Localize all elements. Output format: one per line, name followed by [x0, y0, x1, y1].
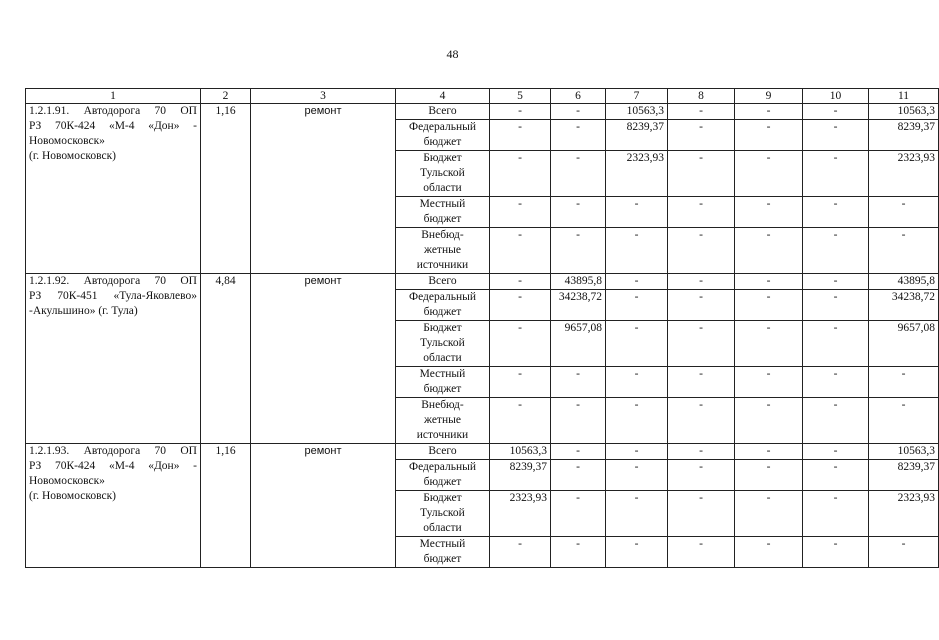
funding-source — [396, 197, 490, 228]
amount-cell: - — [551, 367, 606, 398]
project-name-line: РЗ 70К-424 «М-4 «Дон» - — [29, 120, 197, 132]
table-row — [26, 444, 939, 460]
amount-cell: - — [490, 151, 551, 197]
amount-cell: - — [869, 537, 939, 568]
amount-cell: 34238,72 — [551, 290, 606, 321]
funding-source-line: Местный — [419, 368, 466, 380]
project-name-line: 1.2.1.93. Автодорога 70 ОП — [29, 445, 197, 457]
amount-cell: - — [668, 398, 735, 444]
amount-cell: - — [551, 228, 606, 274]
amount-cell: - — [606, 290, 668, 321]
amount-cell: 8239,37 — [869, 120, 939, 151]
amount-cell: - — [735, 274, 803, 290]
amount-cell: 43895,8 — [869, 274, 939, 290]
funding-source — [396, 120, 490, 151]
amount-cell: 2323,93 — [869, 491, 939, 537]
amount-cell: - — [668, 120, 735, 151]
column-number: 3 — [251, 89, 396, 104]
amount-cell: - — [551, 104, 606, 120]
amount-cell: - — [551, 537, 606, 568]
amount-cell: 2323,93 — [869, 151, 939, 197]
table-row — [26, 274, 939, 290]
amount-cell: - — [551, 398, 606, 444]
amount-cell: - — [606, 491, 668, 537]
project-name — [26, 444, 201, 568]
project-name-line: (г. Новомосковск) — [29, 490, 116, 502]
amount-cell: - — [668, 537, 735, 568]
funding-source-line: Всего — [428, 445, 457, 457]
amount-cell: 9657,08 — [551, 321, 606, 367]
funding-source — [396, 398, 490, 444]
amount-cell: - — [668, 321, 735, 367]
amount-cell: - — [490, 228, 551, 274]
column-number: 7 — [606, 89, 668, 104]
amount-cell: - — [606, 228, 668, 274]
funding-source — [396, 151, 490, 197]
amount-cell: - — [490, 321, 551, 367]
column-number: 5 — [490, 89, 551, 104]
column-number: 9 — [735, 89, 803, 104]
funding-source-line: жетные — [424, 414, 461, 426]
project-name-line: -Акульшино» (г. Тула) — [29, 305, 138, 317]
funding-source-line: Бюджет — [423, 492, 462, 504]
amount-cell: - — [803, 151, 869, 197]
amount-cell: - — [490, 274, 551, 290]
amount-cell: - — [735, 197, 803, 228]
amount-cell: - — [490, 537, 551, 568]
funding-source-line: Тульской — [420, 507, 465, 519]
amount-cell: - — [668, 290, 735, 321]
project-name-line: РЗ 70К-451 «Тула-Яковлево» — [29, 290, 197, 302]
amount-cell: - — [668, 444, 735, 460]
amount-cell: - — [551, 460, 606, 491]
amount-cell: - — [803, 460, 869, 491]
amount-cell: - — [490, 290, 551, 321]
amount-cell: - — [668, 104, 735, 120]
amount-cell: 2323,93 — [606, 151, 668, 197]
amount-cell: 10563,3 — [869, 444, 939, 460]
funding-source-line: источники — [416, 429, 469, 441]
funding-source — [396, 491, 490, 537]
amount-cell: - — [490, 367, 551, 398]
amount-cell: - — [735, 537, 803, 568]
amount-cell: - — [606, 367, 668, 398]
funding-source — [396, 104, 490, 120]
amount-cell: - — [735, 491, 803, 537]
amount-cell: 10563,3 — [869, 104, 939, 120]
amount-cell: - — [735, 460, 803, 491]
funding-source — [396, 460, 490, 491]
amount-cell: - — [803, 197, 869, 228]
amount-cell: - — [803, 444, 869, 460]
project-length: 1,16 — [201, 444, 251, 568]
project-name-line: РЗ 70К-424 «М-4 «Дон» - — [29, 460, 197, 472]
amount-cell: - — [803, 120, 869, 151]
amount-cell: - — [551, 151, 606, 197]
project-name-line: Новомосковск» — [29, 475, 105, 487]
amount-cell: - — [551, 491, 606, 537]
amount-cell: 10563,3 — [606, 104, 668, 120]
funding-source — [396, 290, 490, 321]
amount-cell: 8239,37 — [869, 460, 939, 491]
funding-source-line: Местный — [419, 538, 466, 550]
funding-source-line: Внебюд- — [421, 399, 464, 411]
funding-source-line: Внебюд- — [421, 229, 464, 241]
amount-cell: - — [668, 274, 735, 290]
amount-cell: - — [668, 460, 735, 491]
amount-cell: - — [668, 491, 735, 537]
funding-source-line: бюджет — [423, 476, 462, 488]
funding-source — [396, 537, 490, 568]
funding-source-line: Тульской — [420, 337, 465, 349]
project-length: 1,16 — [201, 104, 251, 274]
funding-source-line: Всего — [428, 275, 457, 287]
funding-source-line: Бюджет — [423, 152, 462, 164]
amount-cell: - — [490, 197, 551, 228]
column-number: 4 — [396, 89, 490, 104]
amount-cell: 8239,37 — [490, 460, 551, 491]
page-number: 48 — [446, 47, 459, 61]
funding-source-line: Федеральный — [409, 121, 476, 133]
funding-source-line: Местный — [419, 198, 466, 210]
funding-source-line: бюджет — [423, 306, 462, 318]
table-body — [26, 104, 939, 568]
funding-source-line: области — [423, 182, 462, 194]
amount-cell: 34238,72 — [869, 290, 939, 321]
funding-source-line: области — [423, 522, 462, 534]
work-type: ремонт — [251, 444, 396, 568]
amount-cell: 10563,3 — [490, 444, 551, 460]
funding-source-line: Федеральный — [409, 291, 476, 303]
project-name-line: Новомосковск» — [29, 135, 105, 147]
project-name-line: 1.2.1.92. Автодорога 70 ОП — [29, 275, 197, 287]
amount-cell: - — [735, 120, 803, 151]
amount-cell: - — [668, 228, 735, 274]
work-type: ремонт — [251, 104, 396, 274]
amount-cell: - — [869, 367, 939, 398]
amount-cell: - — [869, 197, 939, 228]
funding-source-line: источники — [416, 259, 469, 271]
amount-cell: 43895,8 — [551, 274, 606, 290]
amount-cell: - — [735, 398, 803, 444]
funding-source — [396, 321, 490, 367]
amount-cell: - — [551, 120, 606, 151]
project-name-line: 1.2.1.91. Автодорога 70 ОП — [29, 105, 197, 117]
project-name — [26, 274, 201, 444]
amount-cell: - — [606, 197, 668, 228]
funding-source — [396, 367, 490, 398]
amount-cell: - — [803, 321, 869, 367]
amount-cell: - — [803, 367, 869, 398]
amount-cell: - — [668, 197, 735, 228]
funding-source — [396, 274, 490, 290]
amount-cell: - — [606, 444, 668, 460]
column-number-row — [26, 89, 939, 104]
amount-cell: - — [735, 151, 803, 197]
column-number: 8 — [668, 89, 735, 104]
funding-source-line: бюджет — [423, 383, 462, 395]
amount-cell: 8239,37 — [606, 120, 668, 151]
amount-cell: - — [735, 444, 803, 460]
column-number: 1 — [26, 89, 201, 104]
amount-cell: - — [803, 491, 869, 537]
amount-cell: - — [490, 104, 551, 120]
amount-cell: - — [803, 398, 869, 444]
amount-cell: - — [606, 460, 668, 491]
amount-cell: 2323,93 — [490, 491, 551, 537]
amount-cell: - — [869, 228, 939, 274]
amount-cell: - — [551, 444, 606, 460]
column-number: 2 — [201, 89, 251, 104]
funding-source-line: жетные — [424, 244, 461, 256]
funding-source-line: области — [423, 352, 462, 364]
funding-source-line: Федеральный — [409, 461, 476, 473]
funding-source-line: Бюджет — [423, 322, 462, 334]
amount-cell: - — [869, 398, 939, 444]
amount-cell: - — [668, 367, 735, 398]
amount-cell: - — [735, 228, 803, 274]
amount-cell: - — [803, 104, 869, 120]
amount-cell: - — [606, 274, 668, 290]
amount-cell: - — [490, 120, 551, 151]
amount-cell: - — [490, 398, 551, 444]
column-number: 6 — [551, 89, 606, 104]
funding-source — [396, 444, 490, 460]
table-row — [26, 104, 939, 120]
column-number: 10 — [803, 89, 869, 104]
funding-source-line: Всего — [428, 105, 457, 117]
amount-cell: - — [606, 321, 668, 367]
project-name-line: (г. Новомосковск) — [29, 150, 116, 162]
project-length: 4,84 — [201, 274, 251, 444]
funding-source-line: бюджет — [423, 213, 462, 225]
amount-cell: - — [606, 398, 668, 444]
amount-cell: - — [803, 537, 869, 568]
amount-cell: - — [803, 274, 869, 290]
project-name — [26, 104, 201, 274]
amount-cell: - — [803, 290, 869, 321]
funding-source-line: бюджет — [423, 553, 462, 565]
amount-cell: - — [606, 537, 668, 568]
work-type: ремонт — [251, 274, 396, 444]
amount-cell: - — [551, 197, 606, 228]
amount-cell: - — [803, 228, 869, 274]
amount-cell: - — [735, 290, 803, 321]
amount-cell: 9657,08 — [869, 321, 939, 367]
amount-cell: - — [735, 104, 803, 120]
amount-cell: - — [668, 151, 735, 197]
funding-source-line: Тульской — [420, 167, 465, 179]
funding-source — [396, 228, 490, 274]
funding-source-line: бюджет — [423, 136, 462, 148]
amount-cell: - — [735, 367, 803, 398]
budget-table — [25, 88, 939, 568]
amount-cell: - — [735, 321, 803, 367]
column-number: 11 — [869, 89, 939, 104]
